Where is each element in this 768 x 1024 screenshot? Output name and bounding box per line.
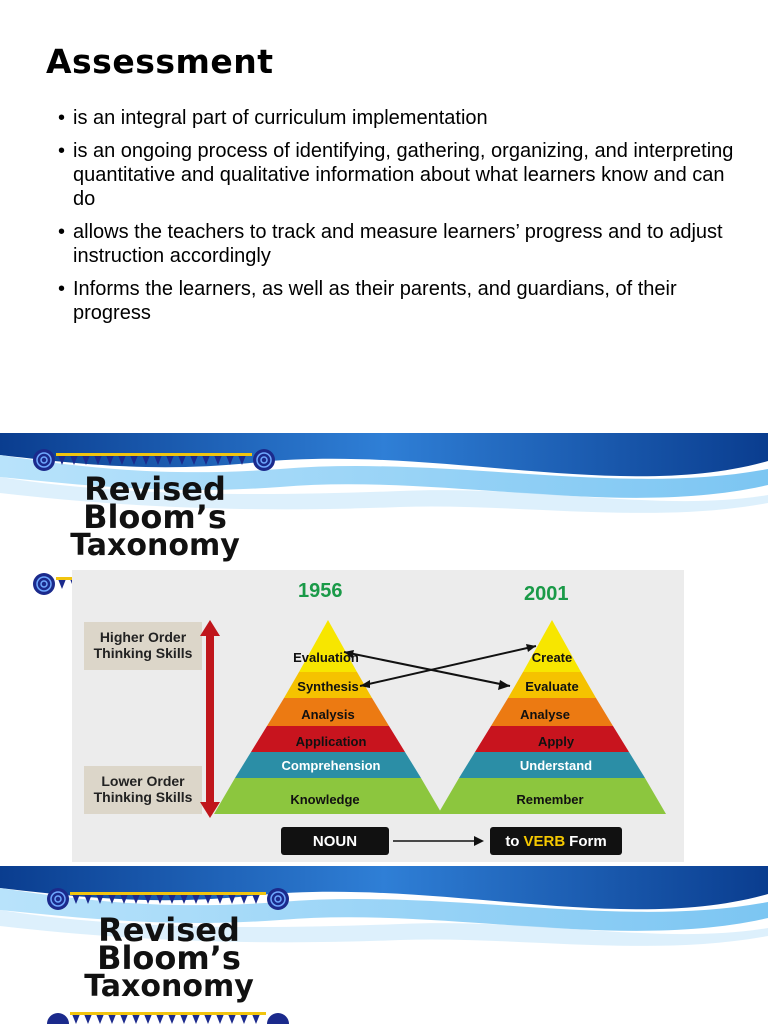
- list-item: [58, 220, 738, 268]
- logo-line-3: Taxonomy: [84, 969, 254, 1004]
- logo-border-bottom: [46, 1010, 292, 1024]
- higher-order-line-2: Thinking Skills: [93, 645, 193, 661]
- verb-word: VERB: [523, 832, 566, 850]
- logo-border-top: [46, 886, 292, 914]
- level-label: Remember: [516, 792, 584, 807]
- verb-prefix: to: [505, 832, 520, 850]
- swirl-icon: [253, 449, 275, 471]
- noun-to-verb-arrow: [393, 836, 484, 846]
- noun-pill: [281, 827, 389, 855]
- level-label: Knowledge: [290, 792, 360, 807]
- slide-title: Assessment: [46, 42, 274, 81]
- noun-label: NOUN: [312, 832, 358, 850]
- logo-line-1: Revised: [84, 470, 226, 508]
- higher-order-line-1: Higher Order: [99, 629, 187, 645]
- blooms-taxonomy-slide-2: [0, 866, 768, 1024]
- list-item: [58, 106, 738, 130]
- logo-line-1: Revised: [98, 911, 240, 949]
- bullet-icon: •: [58, 107, 66, 129]
- logo-line-2: Bloom’s: [83, 498, 227, 536]
- list-item: [58, 139, 738, 211]
- swirl-icon: [47, 1013, 69, 1024]
- crossing-arrows: [344, 644, 536, 690]
- lower-order-line-1: Lower Order: [101, 773, 185, 789]
- taxonomy-pyramids: [72, 570, 684, 862]
- verb-suffix: Form: [569, 832, 607, 850]
- swirl-icon: [267, 1013, 289, 1024]
- verb-form-pill: [490, 827, 622, 855]
- level-label: Application: [295, 734, 367, 749]
- logo-line-3: Taxonomy: [70, 528, 240, 563]
- bullet-text: allows the teachers to track and measure learners’ progress and to adjust instruction accordingly: [73, 221, 723, 267]
- bullet-icon: •: [58, 278, 66, 300]
- level-label: Understand: [519, 758, 593, 773]
- logo-title: [46, 470, 264, 563]
- swirl-icon: [47, 888, 69, 910]
- bullet-icon: •: [58, 221, 66, 243]
- level-label: Evaluation: [293, 650, 359, 665]
- level-label: Synthesis: [297, 679, 359, 694]
- level-label: Apply: [537, 734, 575, 749]
- bullet-text: Informs the learners, as well as their parents, and guardians, of their progress: [73, 278, 677, 324]
- year-2001: 2001: [524, 583, 569, 605]
- level-label: Analysis: [301, 707, 355, 722]
- bullet-text: is an ongoing process of identifying, gathering, organizing, and interpreting quantitative and qualitative information about what learners know and can do: [73, 140, 734, 210]
- swirl-icon: [267, 888, 289, 910]
- taxonomy-figure: [72, 570, 684, 862]
- swirl-icon: [33, 573, 55, 595]
- taxonomy-logo: [46, 886, 292, 1024]
- assessment-slide: [0, 0, 768, 433]
- logo-title: [60, 911, 278, 1004]
- level-label: Analyse: [520, 707, 570, 722]
- level-label: Evaluate: [525, 679, 579, 694]
- level-label: Create: [531, 650, 573, 665]
- bullet-text: is an integral part of curriculum implementation: [73, 107, 488, 129]
- list-item: [58, 277, 738, 325]
- thinking-skills-arrow: [200, 620, 220, 818]
- level-label: Comprehension: [281, 758, 381, 773]
- year-1956: 1956: [298, 580, 343, 602]
- bullet-list: [58, 106, 738, 334]
- swirl-icon: [33, 449, 55, 471]
- blooms-taxonomy-slide: [0, 433, 768, 866]
- lower-order-line-2: Thinking Skills: [93, 789, 193, 805]
- bullet-icon: •: [58, 140, 66, 162]
- logo-line-2: Bloom’s: [97, 939, 241, 977]
